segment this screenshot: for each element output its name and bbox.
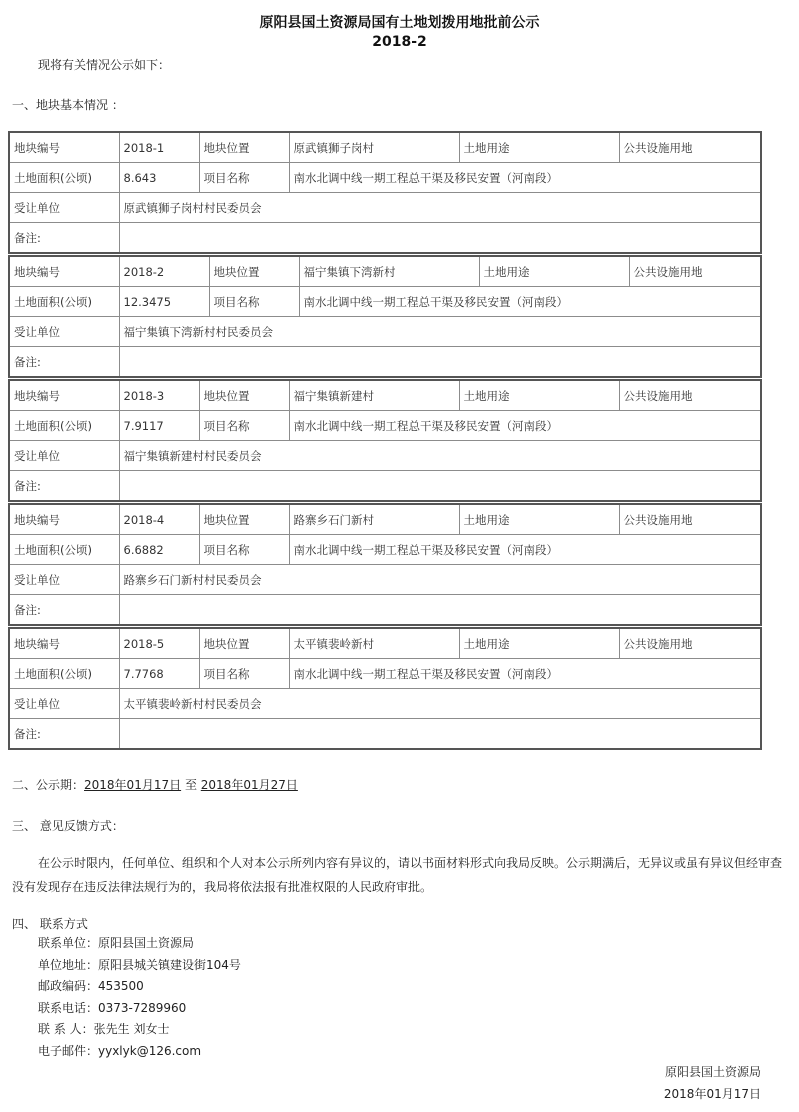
label-remarks: 备注: (9, 223, 119, 254)
label-parcel-no: 地块编号 (9, 256, 119, 287)
parcel-area: 6.6882 (119, 535, 199, 565)
table-row (9, 535, 761, 565)
parcel-location: 福宁集镇下湾新村 (299, 256, 479, 287)
parcel-project: 南水北调中线一期工程总干渠及移民安置（河南段） (289, 411, 761, 441)
parcel-remarks (119, 719, 761, 750)
label-project: 项目名称 (199, 659, 289, 689)
section2-label: 二、公示期： (12, 778, 85, 792)
parcel-location: 太平镇裴岭新村 (289, 628, 459, 659)
label-area: 土地面积(公顷) (9, 287, 119, 317)
label-land-use: 土地用途 (459, 504, 619, 535)
label-project: 项目名称 (199, 411, 289, 441)
table-row (9, 441, 761, 471)
contact-block (38, 933, 241, 1062)
label-transferee: 受让单位 (9, 565, 119, 595)
label-transferee: 受让单位 (9, 441, 119, 471)
signature-org: 原阳县国土资源局 (664, 1065, 761, 1079)
table-row (9, 565, 761, 595)
parcel-project: 南水北调中线一期工程总干渠及移民安置（河南段） (289, 163, 761, 193)
table-row (9, 595, 761, 626)
table-row (9, 628, 761, 659)
parcel-remarks (119, 471, 761, 502)
parcel-no: 2018-5 (119, 628, 199, 659)
label-project: 项目名称 (199, 535, 289, 565)
label-land-use: 土地用途 (459, 628, 619, 659)
label-area: 土地面积(公顷) (9, 535, 119, 565)
parcel-location: 路寨乡石门新村 (289, 504, 459, 535)
signature-date: 2018年01月17日 (663, 1087, 761, 1101)
parcel-area: 7.9117 (119, 411, 199, 441)
label-parcel-no: 地块编号 (9, 628, 119, 659)
section2-line (12, 776, 298, 793)
label-transferee: 受让单位 (9, 193, 119, 223)
label-area: 土地面积(公顷) (9, 659, 119, 689)
table-row (9, 380, 761, 411)
table-row (9, 223, 761, 254)
parcel-land-use: 公共设施用地 (619, 504, 761, 535)
start-date: 2018年01月17日 (84, 778, 182, 792)
label-project: 项目名称 (209, 287, 299, 317)
label-transferee: 受让单位 (9, 689, 119, 719)
parcel-project: 南水北调中线一期工程总干渠及移民安置（河南段） (299, 287, 761, 317)
label-land-use: 土地用途 (459, 132, 619, 163)
section1-heading: 一、地块基本情况 ： (12, 98, 124, 112)
label-parcel-no: 地块编号 (9, 132, 119, 163)
contact-line: 邮政编码：453500 (38, 979, 144, 993)
contact-line: 联 系 人：张先生 刘女士 (38, 1022, 170, 1036)
label-location: 地块位置 (199, 504, 289, 535)
parcel-table (8, 379, 762, 502)
label-parcel-no: 地块编号 (9, 380, 119, 411)
parcel-transferee: 福宁集镇下湾新村村民委员会 (119, 317, 761, 347)
label-remarks: 备注: (9, 471, 119, 502)
table-row (9, 256, 761, 287)
label-project: 项目名称 (199, 163, 289, 193)
parcel-table (8, 131, 762, 254)
contact-email: 电子邮件：yyxlyk@126.com (38, 1043, 202, 1058)
section3-heading: 三、 意见反馈方式： (12, 819, 124, 833)
parcel-land-use: 公共设施用地 (619, 628, 761, 659)
label-remarks: 备注: (9, 347, 119, 378)
parcel-project: 南水北调中线一期工程总干渠及移民安置（河南段） (289, 659, 761, 689)
parcel-remarks (119, 347, 761, 378)
parcel-no: 2018-2 (119, 256, 209, 287)
table-row (9, 193, 761, 223)
parcel-land-use: 公共设施用地 (619, 132, 761, 163)
parcel-transferee: 福宁集镇新建村村民委员会 (119, 441, 761, 471)
parcel-transferee: 原武镇狮子岗村村民委员会 (119, 193, 761, 223)
label-transferee: 受让单位 (9, 317, 119, 347)
table-row (9, 411, 761, 441)
label-area: 土地面积(公顷) (9, 411, 119, 441)
table-row (9, 504, 761, 535)
table-row (9, 471, 761, 502)
end-date: 2018年01月27日 (200, 778, 298, 792)
label-land-use: 土地用途 (459, 380, 619, 411)
table-row (9, 163, 761, 193)
table-row (9, 347, 761, 378)
parcel-transferee: 路寨乡石门新村村民委员会 (119, 565, 761, 595)
parcel-table (8, 627, 762, 750)
parcel-land-use: 公共设施用地 (619, 380, 761, 411)
parcel-land-use: 公共设施用地 (629, 256, 761, 287)
intro-text: 现将有关情况公示如下： (38, 58, 171, 72)
label-location: 地块位置 (209, 256, 299, 287)
parcel-table (8, 503, 762, 626)
table-row (9, 659, 761, 689)
table-row (9, 132, 761, 163)
parcel-location: 福宁集镇新建村 (289, 380, 459, 411)
parcel-transferee: 太平镇裴岭新村村民委员会 (119, 689, 761, 719)
page-title: 原阳县国土资源局国有土地划拨用地批前公示 (259, 15, 540, 31)
label-location: 地块位置 (199, 132, 289, 163)
parcel-area: 12.3475 (119, 287, 209, 317)
parcel-remarks (119, 595, 761, 626)
label-parcel-no: 地块编号 (9, 504, 119, 535)
section3-body: 在公示时限内，任何单位、组织和个人对本公示所列内容有异议的，请以书面材料形式向我局反映。公示期满后，无异议或虽有异议但经审查没有发现存在违反法律法规行为的，我局将依法报有批准权限的人民政府审批。 (12, 856, 783, 894)
label-remarks: 备注: (9, 595, 119, 626)
parcel-no: 2018-1 (119, 132, 199, 163)
label-location: 地块位置 (199, 380, 289, 411)
parcel-no: 2018-4 (119, 504, 199, 535)
table-row (9, 287, 761, 317)
parcel-project: 南水北调中线一期工程总干渠及移民安置（河南段） (289, 535, 761, 565)
contact-line: 联系电话：0373-7289960 (38, 1000, 187, 1015)
label-remarks: 备注: (9, 719, 119, 750)
table-row (9, 719, 761, 750)
contact-line: 单位地址：原阳县城关镇建设街104号 (38, 957, 241, 972)
section2-to: 至 (184, 778, 197, 792)
label-land-use: 土地用途 (479, 256, 629, 287)
parcel-no: 2018-3 (119, 380, 199, 411)
page-subtitle: 2018-2 (372, 34, 427, 50)
parcel-area: 8.643 (119, 163, 199, 193)
label-area: 土地面积(公顷) (9, 163, 119, 193)
parcel-area: 7.7768 (119, 659, 199, 689)
table-row (9, 689, 761, 719)
table-row (9, 317, 761, 347)
parcel-remarks (119, 223, 761, 254)
parcel-location: 原武镇狮子岗村 (289, 132, 459, 163)
contact-line: 联系单位：原阳县国土资源局 (38, 936, 195, 950)
section4-heading: 四、 联系方式 (12, 917, 88, 931)
label-location: 地块位置 (199, 628, 289, 659)
parcel-table (8, 255, 762, 378)
